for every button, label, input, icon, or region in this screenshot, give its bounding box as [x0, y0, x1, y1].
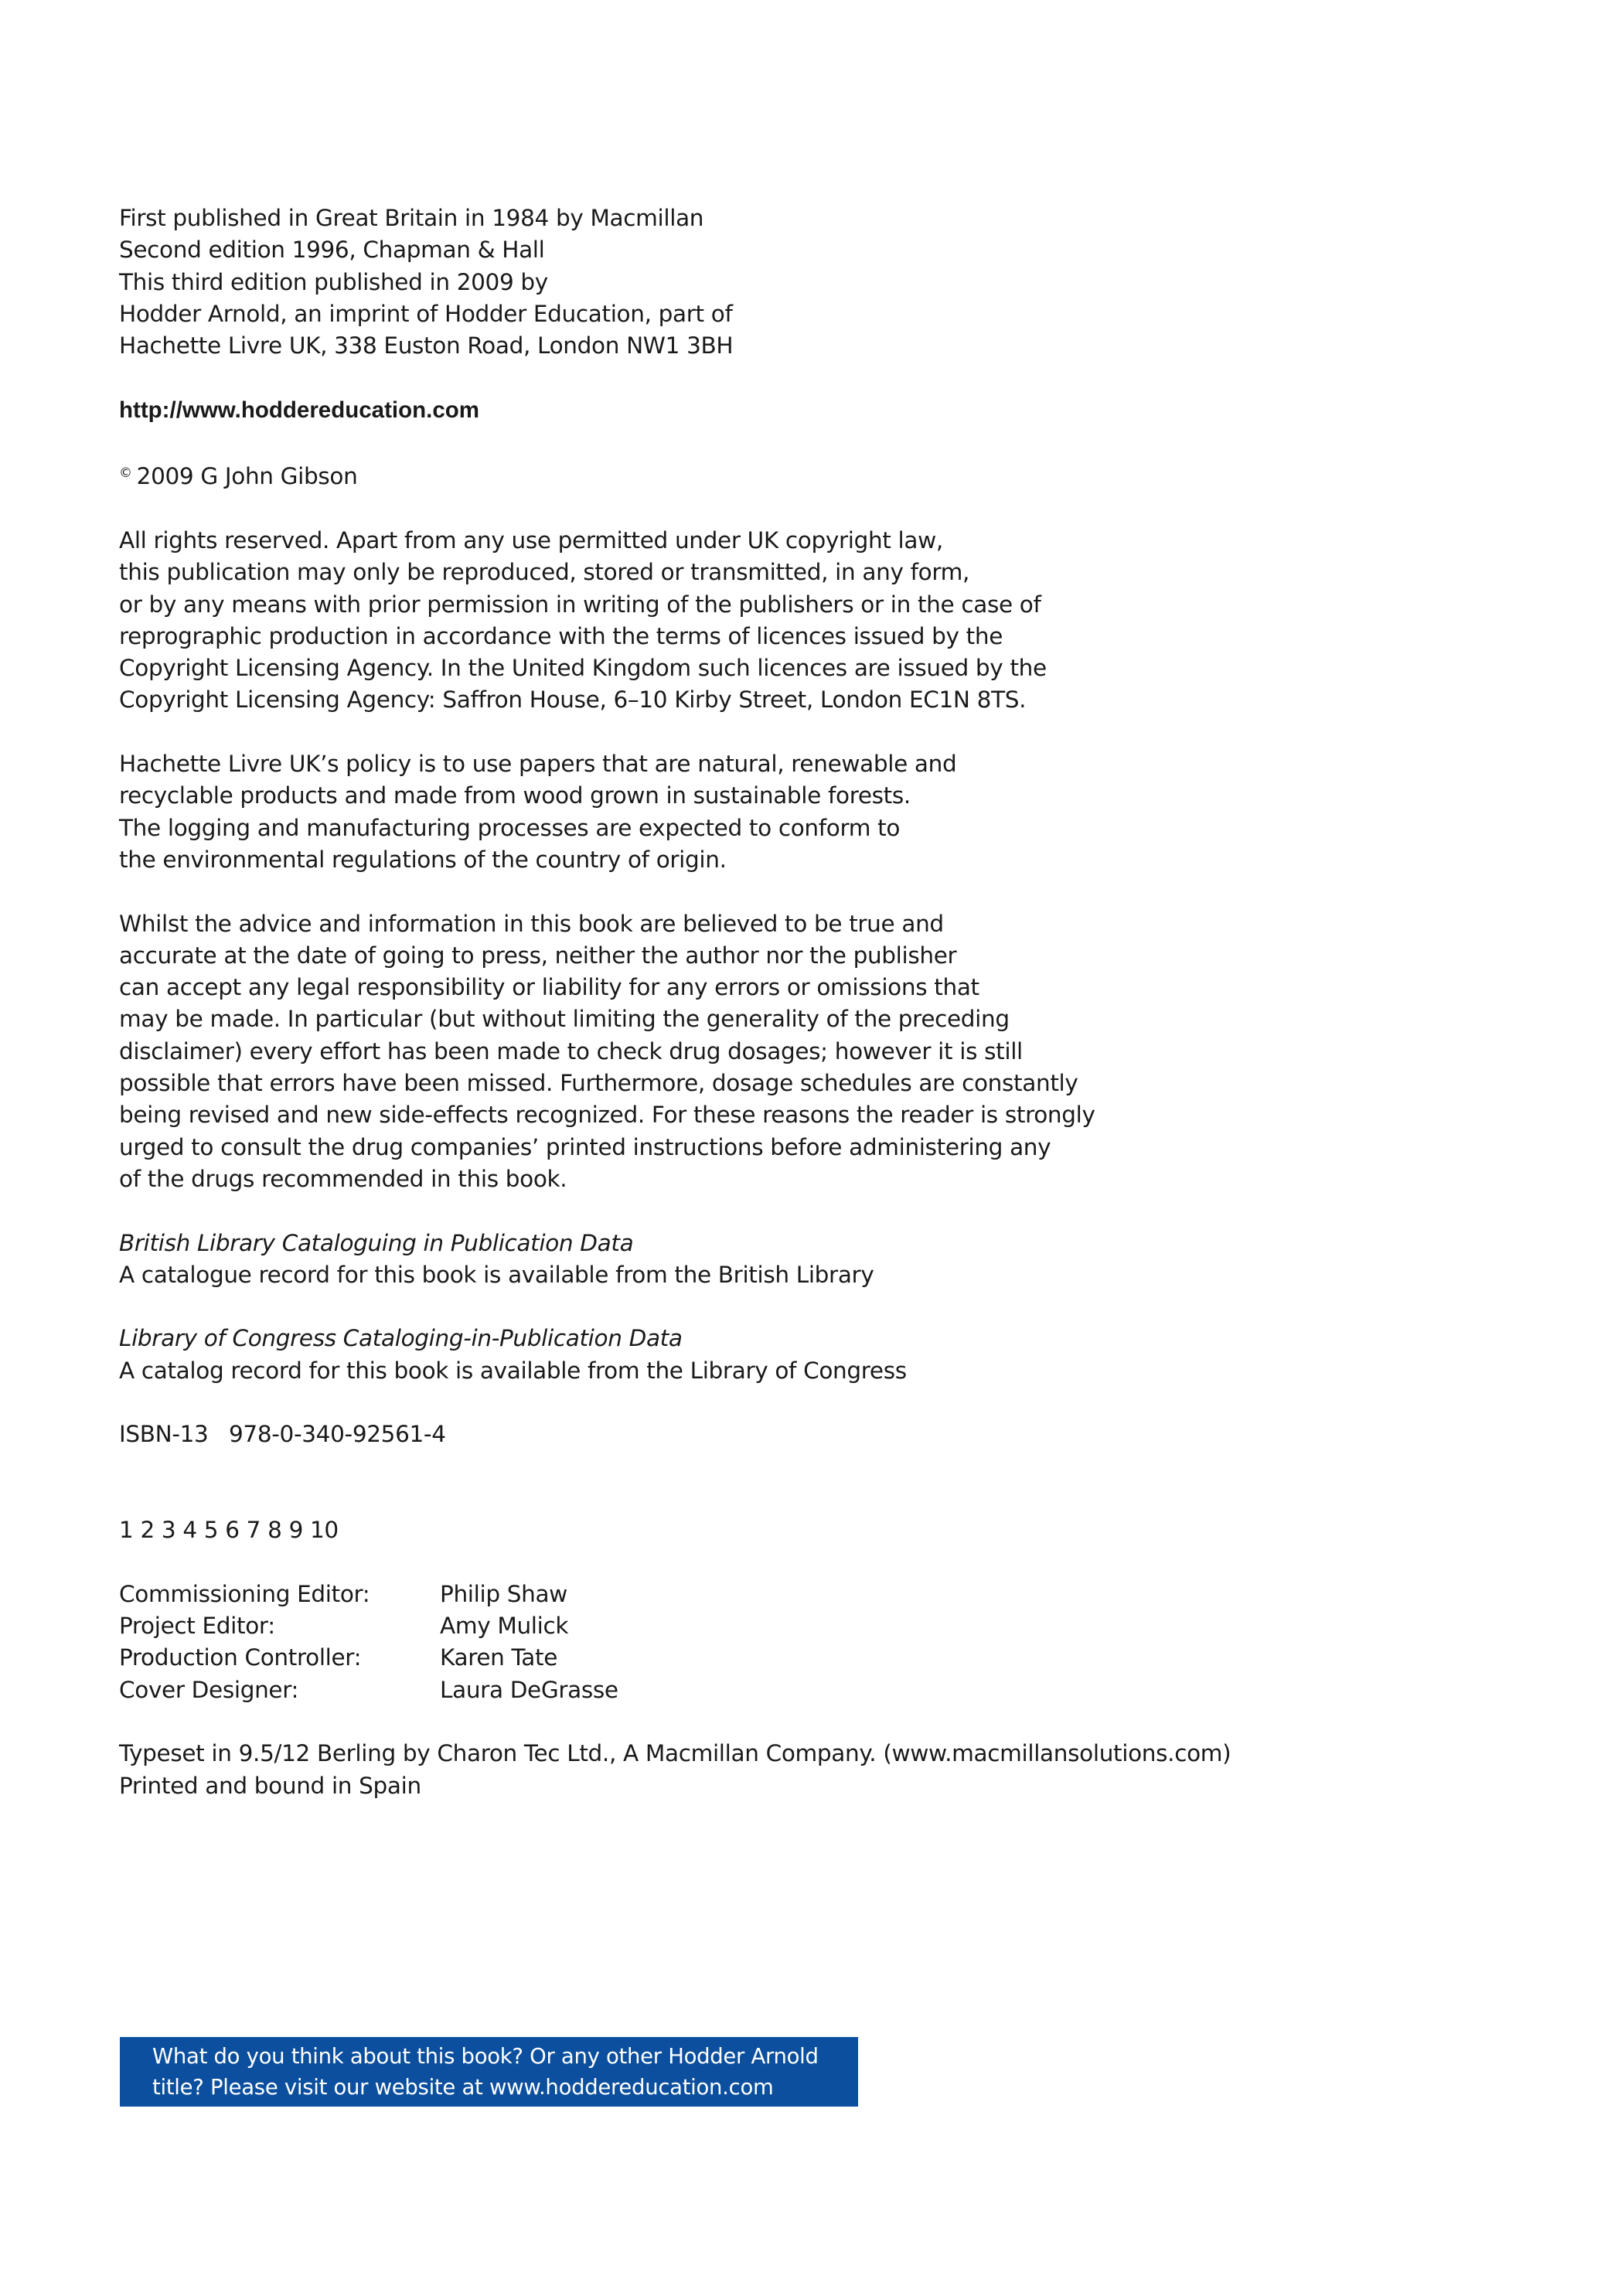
- policy-line: the environmental regulations of the country of origin.: [119, 846, 727, 873]
- credit-name: Philip Shaw: [440, 1580, 567, 1607]
- disclaimer-line: disclaimer) every effort has been made to check drug dosages; however it is still: [119, 1037, 1023, 1065]
- rights-reserved-paragraph: [119, 525, 1433, 717]
- british-library-heading: British Library Cataloguing in Publication Data: [119, 1229, 634, 1256]
- copyright-text: 2009 G John Gibson: [136, 463, 358, 490]
- spacer: [119, 876, 1433, 908]
- print-number-line: 1 2 3 4 5 6 7 8 9 10: [119, 1517, 339, 1544]
- printed-in-line: Printed and bound in Spain: [119, 1772, 421, 1799]
- spacer: [119, 493, 1433, 525]
- british-library-cip: [119, 1228, 1433, 1292]
- credit-role: Production Controller:: [119, 1644, 362, 1671]
- credit-row: [119, 1579, 1433, 1610]
- rights-line: this publication may only be reproduced, stored or transmitted, in any form,: [119, 559, 970, 586]
- publication-history-line: Hodder Arnold, an imprint of Hodder Education, part of: [119, 300, 733, 327]
- publication-history-line: Second edition 1996, Chapman & Hall: [119, 237, 545, 264]
- credits-list: [119, 1579, 1433, 1706]
- disclaimer-line: possible that errors have been missed. Furthermore, dosage schedules are constantly: [119, 1070, 1078, 1097]
- rights-line: or by any means with prior permission in writing of the publishers or in the case of: [119, 591, 1041, 618]
- copyright-symbol: ©: [119, 465, 132, 482]
- isbn-value: 978-0-340-92561-4: [229, 1421, 446, 1448]
- disclaimer-line: being revised and new side-effects recognized. For these reasons the reader is strongly: [119, 1102, 1095, 1129]
- spacer: [119, 1387, 1433, 1419]
- disclaimer-line: accurate at the date of going to press, neither the author nor the publisher: [119, 942, 957, 969]
- isbn-line: [119, 1419, 1433, 1450]
- credit-name: Laura DeGrasse: [440, 1676, 618, 1703]
- credit-row: [119, 1674, 1433, 1706]
- credit-row: [119, 1642, 1433, 1674]
- feedback-banner[interactable]: [120, 2037, 858, 2107]
- disclaimer-line: urged to consult the drug companies’ printed instructions before administering any: [119, 1133, 1051, 1160]
- typeset-line: Typeset in 9.5/12 Berling by Charon Tec Ltd., A Macmillan Company. (www.macmillansolutions.com): [119, 1740, 1231, 1767]
- disclaimer-line: may be made. In particular (but without limiting the generality of the preceding: [119, 1006, 1010, 1033]
- credit-role: Commissioning Editor:: [119, 1580, 370, 1607]
- publication-history-line: This third edition published in 2009 by: [119, 268, 548, 295]
- spacer: [119, 362, 1433, 393]
- library-of-congress-cip: [119, 1323, 1433, 1387]
- copyright-page: [119, 203, 1433, 1802]
- credit-row: [119, 1610, 1433, 1642]
- rights-line: All rights reserved. Apart from any use permitted under UK copyright law,: [119, 526, 943, 554]
- feedback-line: What do you think about this book? Or any other Hodder Arnold: [152, 2044, 819, 2069]
- spacer: [119, 1706, 1433, 1738]
- spacer: [119, 1451, 1433, 1515]
- spacer: [119, 426, 1433, 458]
- library-of-congress-text: A catalog record for this book is available from the Library of Congress: [119, 1357, 907, 1384]
- isbn-label: ISBN-13: [119, 1421, 209, 1448]
- spacer: [119, 717, 1433, 748]
- rights-line: Copyright Licensing Agency: Saffron House, 6–10 Kirby Street, London EC1N 8TS.: [119, 686, 1027, 714]
- feedback-line: title? Please visit our website at www.hoddereducation.com: [152, 2075, 774, 2100]
- disclaimer-line: Whilst the advice and information in this book are believed to be true and: [119, 910, 944, 937]
- publication-history-line: First published in Great Britain in 1984 by Macmillan: [119, 205, 704, 231]
- disclaimer-line: can accept any legal responsibility or liability for any errors or omissions that: [119, 974, 979, 1001]
- spacer: [119, 1546, 1433, 1578]
- rights-line: Copyright Licensing Agency. In the United Kingdom such licences are issued by the: [119, 655, 1047, 682]
- credit-name: Karen Tate: [440, 1644, 558, 1671]
- policy-line: Hachette Livre UK’s policy is to use papers that are natural, renewable and: [119, 751, 957, 778]
- policy-line: The logging and manufacturing processes are expected to conform to: [119, 814, 901, 841]
- british-library-text: A catalogue record for this book is available from the British Library: [119, 1261, 874, 1288]
- credit-role: Cover Designer:: [119, 1676, 299, 1703]
- rights-line: reprographic production in accordance with the terms of licences issued by the: [119, 622, 1003, 649]
- copyright-notice: [119, 458, 1433, 492]
- spacer: [119, 1195, 1433, 1227]
- publication-history: [119, 203, 1433, 362]
- credit-role: Project Editor:: [119, 1613, 275, 1640]
- disclaimer-line: of the drugs recommended in this book.: [119, 1165, 567, 1192]
- publisher-website-link[interactable]: http://www.hoddereducation.com: [119, 397, 479, 423]
- publication-history-line: Hachette Livre UK, 338 Euston Road, London NW1 3BH: [119, 332, 734, 359]
- spacer: [119, 1291, 1433, 1323]
- library-of-congress-heading: Library of Congress Cataloging-in-Publication Data: [119, 1325, 683, 1352]
- paper-policy-paragraph: [119, 748, 1433, 876]
- credit-name: Amy Mulick: [440, 1613, 569, 1640]
- disclaimer-paragraph: [119, 908, 1433, 1196]
- policy-line: recyclable products and made from wood grown in sustainable forests.: [119, 782, 911, 809]
- typeset-info: [119, 1738, 1433, 1802]
